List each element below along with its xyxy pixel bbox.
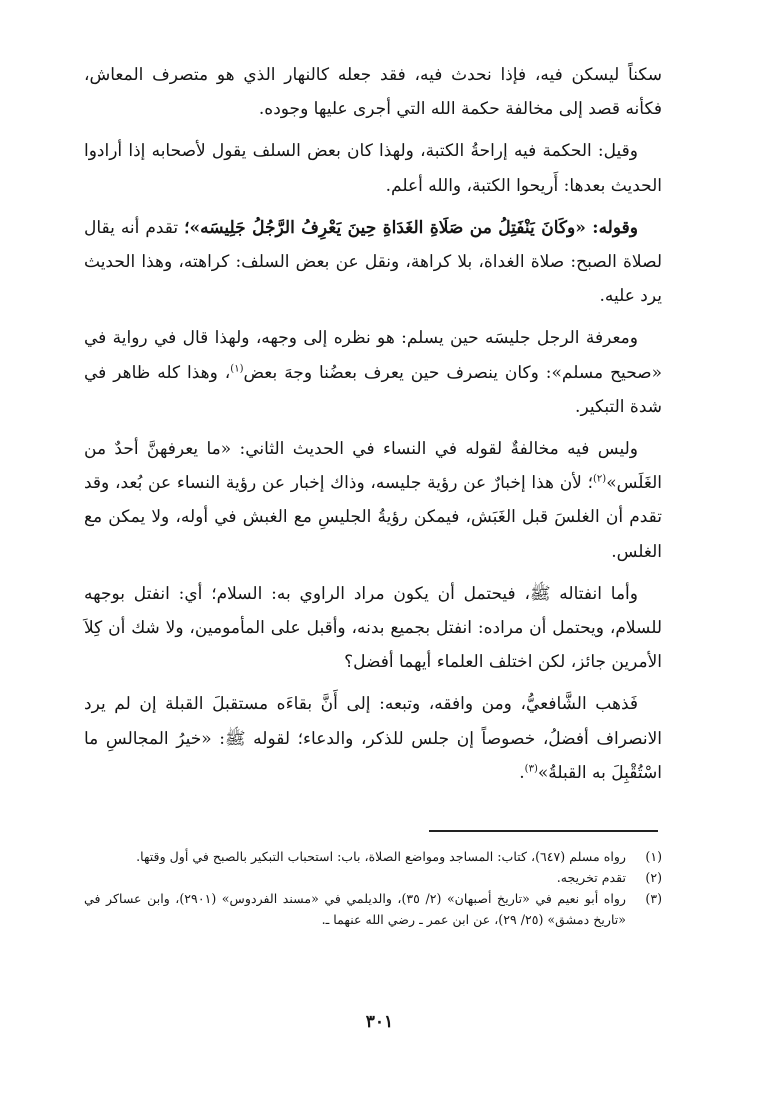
paragraph-4-text-a: ومعرفة الرجل جليسَه حين يسلم: هو نظره إلى وجهه، ولهذا قال في رواية في «صحيح مسلم»: وكان ينصرف حين يعرف بعضُنا وجهَ بعض [84, 328, 662, 383]
paragraph-7 [84, 687, 662, 790]
hadith-quote-lead: وقوله: «وكَانَ يَنْفَتِلُ من صَلَاةِ الغَدَاةِ حِينَ يَعْرِفُ الرَّجُلُ جَلِيسَه»؛ [184, 217, 638, 238]
paragraph-7-text-b: . [519, 762, 525, 783]
footnote-ref-1: (١) [230, 362, 244, 374]
footnote-1 [84, 846, 662, 867]
paragraph-5-text-b: ؛ لأن هذا إخبارٌ عن رؤية جليسه، وذاك إخبار عن رؤية النساء عن بُعد، وقد تقدم أن الغلسَ قبل الغَبَش، فيمكن رؤيةُ الجليسِ مع الغبش في أوله، ولا يمكن مع الغلس. [84, 473, 662, 562]
paragraph-7-text-a: فَذهب الشَّافعيُّ، ومن وافقه، وتبعه: إلى أَنَّ بقاءَه مستقبلَ القبلة إن لم يرد الانصراف أفضلُ، خصوصاً إن جلس للذكر، والدعاء؛ لقوله ﷺ: «خيرُ المجالسِ ما اسْتُقْبِلَ به القبلةُ» [84, 694, 662, 783]
paragraph-6: وأما انفتاله ﷺ، فيحتمل أن يكون مراد الراوي به: السلام؛ أي: انفتل بوجهه للسلام، ويحتمل أن مراده: انفتل بجميع بدنه، وأقبل على المأمومين، ولا شك أن كِلاَ الأمرين جائز، لكن اختلف العلماء أيهما أفضل؟ [84, 583, 662, 673]
main-text [84, 58, 662, 798]
paragraph-5 [84, 432, 662, 569]
paragraph-3 [84, 211, 662, 314]
footnote-number: (٣) [645, 891, 662, 906]
footnote-text: رواه أبو نعيم في «تاريخ أصبهان» (٢/ ٣٥)، والديلمي في «مسند الفردوس» (٢٩٠١)، وابن عساكر في «تاريخ دمشق» (٢٥/ ٢٩)، عن ابن عمر ـ رضي الله عنهما ـ. [84, 891, 626, 927]
footnote-3 [84, 888, 662, 930]
footnote-ref-3: (٣) [524, 763, 538, 775]
footnote-2 [84, 867, 662, 888]
paragraph-2: وقيل: الحكمة فيه إراحةُ الكتبة، ولهذا كان بعض السلف يقول لأصحابه إذا أرادوا الحديث بعدها: أَريحوا الكتبة، والله أعلم. [84, 141, 662, 196]
footnote-number: (٢) [645, 870, 662, 885]
footnote-text: تقدم تخريجه. [556, 870, 626, 885]
paragraph-4-text-b: ، وهذا كله ظاهر في شدة التبكير. [84, 362, 662, 417]
paragraph-1: سكناً ليسكن فيه، فإذا نحدث فيه، فقد جعله كالنهار الذي هو متصرف المعاش، فكأنه قصد إلى مخالفة حكمة الله التي أجرى عليها وجوده. [84, 65, 662, 120]
page-number: ٣٠١ [365, 1012, 394, 1032]
paragraph-4 [84, 321, 662, 424]
paragraph-5-text-a: وليس فيه مخالفةٌ لقوله في النساء في الحديث الثاني: «ما يعرفهنَّ أحدٌ من الغَلَس» [84, 439, 662, 494]
footnote-ref-2: (٢) [593, 473, 607, 485]
footnotes [84, 846, 662, 930]
footnote-text: رواه مسلم (٦٤٧)، كتاب: المساجد ومواضع الصلاة، باب: استحباب التبكير بالصبح في أول وقتها. [136, 849, 626, 864]
paragraph-3-rest: تقدم أنه يقال لصلاة الصبح: صلاة الغداة، بلا كراهة، ونقل عن بعض السلف: كراهته، وهذا الحديث يرد عليه. [84, 217, 662, 307]
footnote-separator [429, 830, 658, 832]
footnote-number: (١) [645, 849, 662, 864]
